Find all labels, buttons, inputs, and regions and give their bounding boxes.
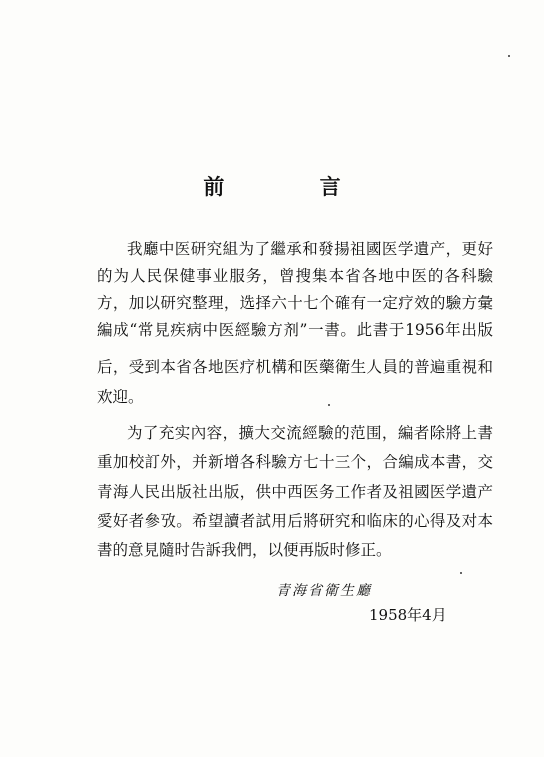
text-line: 編成“常見疾病中医經驗方剂”一書。此書于1956年出版 xyxy=(97,321,493,339)
print-speck xyxy=(328,404,330,406)
preface-title: 前 言 xyxy=(203,174,385,199)
text-line: 我廳中医研究組为了繼承和發揚祖國医学遺产，更好 xyxy=(127,240,493,258)
text-line: 为了充实內容，擴大交流經驗的范围，編者除將上書 xyxy=(127,424,493,442)
signature: 青海省衛生廳 xyxy=(276,583,372,599)
text-line: 愛好者參攷。希望讀者試用后將研究和临床的心得及对本 xyxy=(97,512,493,530)
text-line: 書的意見隨时告訴我們，以便再版时修正。 xyxy=(97,541,392,559)
text-line: 欢迎。 xyxy=(97,388,144,406)
text-line: 重加校訂外，并新增各科驗方七十三个，合編成本書，交 xyxy=(97,453,493,471)
print-speck xyxy=(508,55,510,57)
text-line: 的为人民保健事业服务，曾搜集本省各地中医的各科驗 xyxy=(97,267,493,285)
print-speck xyxy=(460,572,462,574)
text-line: 后，受到本省各地医疗机構和医藥衛生人員的普遍重視和 xyxy=(97,358,493,376)
text-line: 方，加以研究整理，选择六十七个確有一定疗效的驗方彙 xyxy=(97,294,493,312)
text-line: 青海人民出版社出版，供中西医务工作者及祖國医学遺产 xyxy=(97,483,493,501)
date-line: 1958年4月 xyxy=(369,606,447,624)
